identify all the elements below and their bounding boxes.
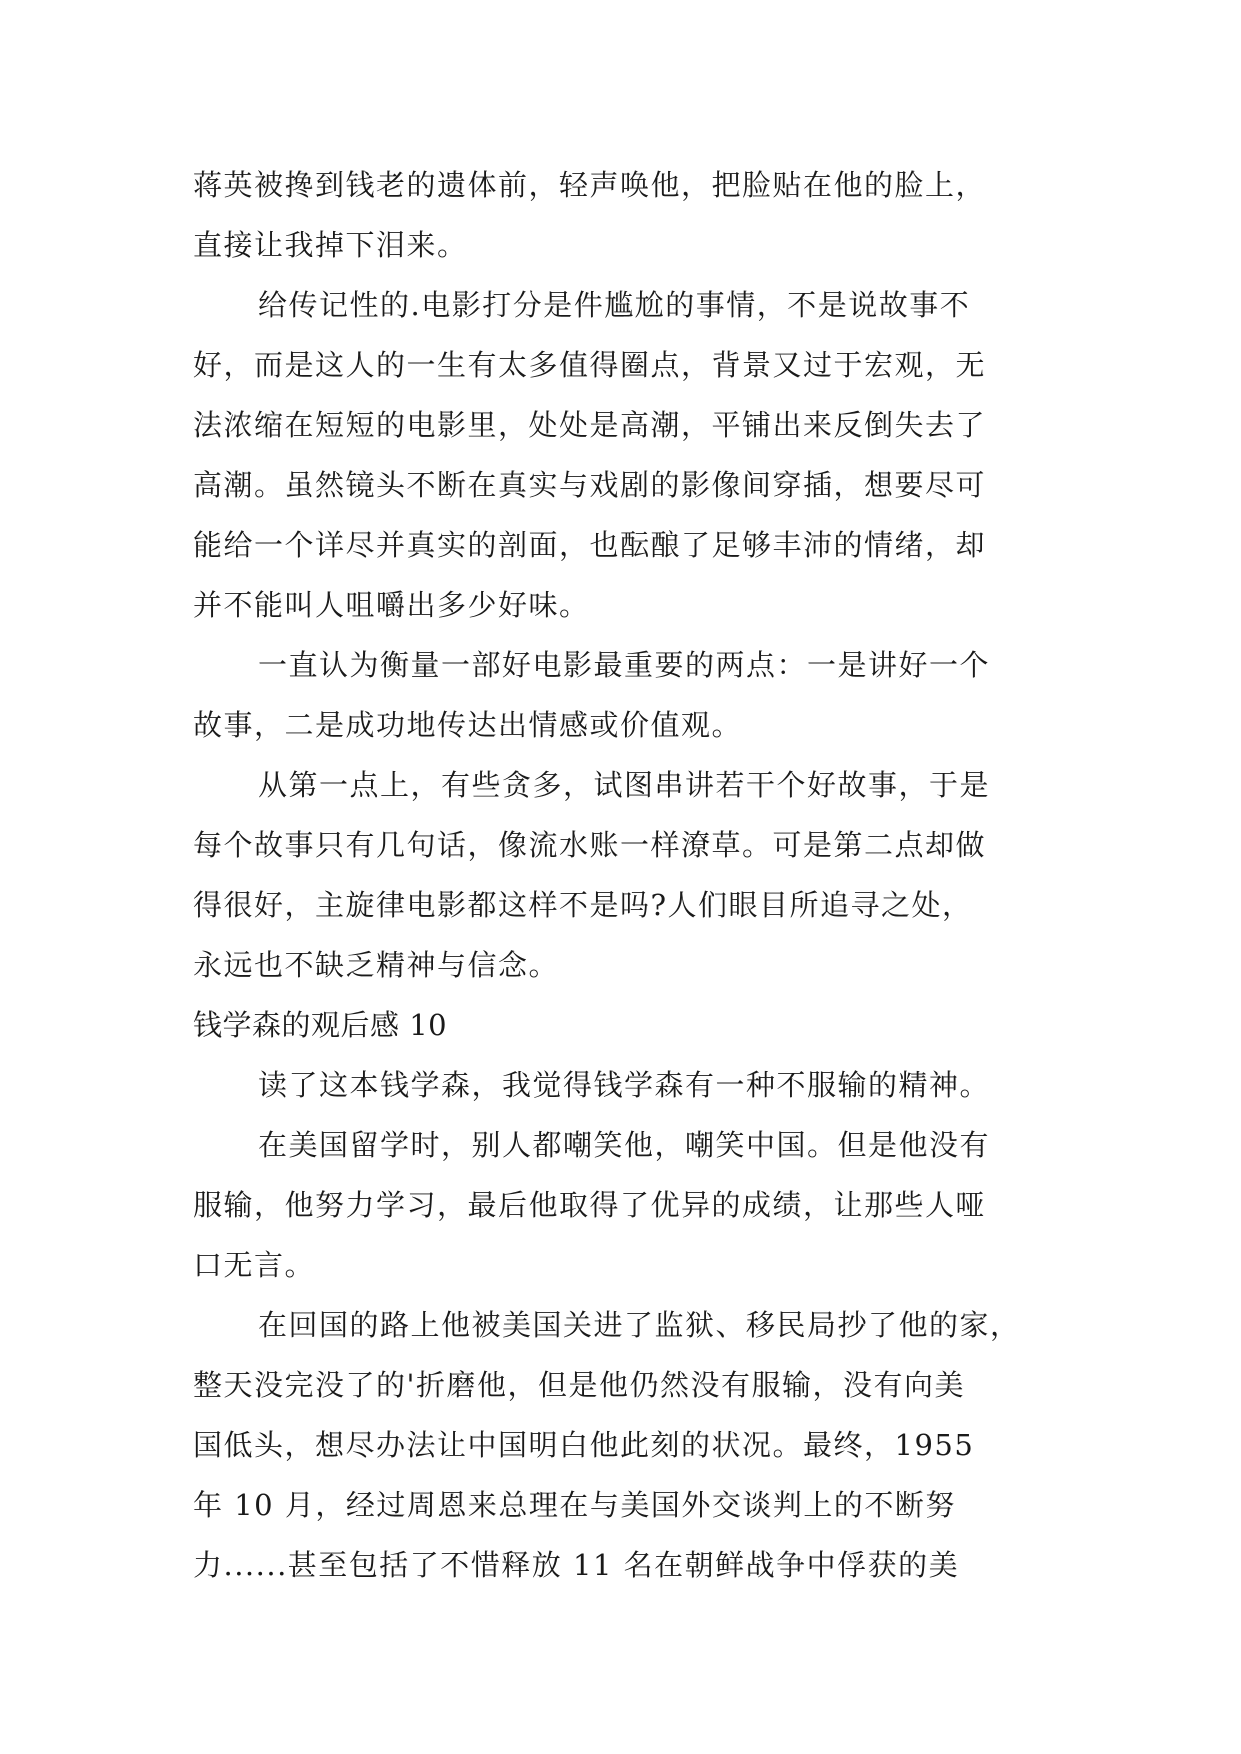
paragraph-start: 一直认为衡量一部好电影最重要的两点：一是讲好一个: [258, 648, 991, 682]
paragraph-start: 在美国留学时，别人都嘲笑他，嘲笑中国。但是他没有: [258, 1128, 991, 1162]
section-heading: 钱学森的观后感 10: [193, 1008, 448, 1042]
text-line: 口无言。: [193, 1248, 316, 1282]
text-line: 蒋英被搀到钱老的遗体前，轻声唤他，把脸贴在他的脸上，: [193, 168, 987, 202]
paragraph-start: 读了这本钱学森，我觉得钱学森有一种不服输的精神。: [258, 1068, 991, 1102]
text-line: 法浓缩在短短的电影里，处处是高潮，平铺出来反倒失去了: [193, 408, 987, 442]
text-line: 力......甚至包括了不惜释放 11 名在朝鲜战争中俘获的美: [193, 1548, 960, 1582]
paragraph-start: 给传记性的.电影打分是件尴尬的事情，不是说故事不: [258, 288, 971, 322]
paragraph-start: 在回国的路上他被美国关进了监狱、移民局抄了他的家，: [258, 1308, 1021, 1342]
text-line: 国低头，想尽办法让中国明白他此刻的状况。最终，1955: [193, 1428, 975, 1462]
text-line: 永远也不缺乏精神与信念。: [193, 948, 560, 982]
text-line: 并不能叫人咀嚼出多少好味。: [193, 588, 590, 622]
text-line: 故事，二是成功地传达出情感或价值观。: [193, 708, 743, 742]
text-line: 好，而是这人的一生有太多值得圈点，背景又过于宏观，无: [193, 348, 987, 382]
text-line: 年 10 月，经过周恩来总理在与美国外交谈判上的不断努: [193, 1488, 956, 1522]
text-line: 得很好，主旋律电影都这样不是吗?人们眼目所追寻之处，: [193, 888, 973, 922]
paragraph-start: 从第一点上，有些贪多，试图串讲若干个好故事，于是: [258, 768, 991, 802]
text-line: 能给一个详尽并真实的剖面，也酝酿了足够丰沛的情绪，却: [193, 528, 987, 562]
text-line: 服输，他努力学习，最后他取得了优异的成绩，让那些人哑: [193, 1188, 987, 1222]
text-line: 直接让我掉下泪来。: [193, 228, 468, 262]
text-line: 整天没完没了的'折磨他，但是他仍然没有服输，没有向美: [193, 1368, 965, 1402]
text-line: 高潮。虽然镜头不断在真实与戏剧的影像间穿插，想要尽可: [193, 468, 987, 502]
text-line: 每个故事只有几句话，像流水账一样潦草。可是第二点却做: [193, 828, 987, 862]
